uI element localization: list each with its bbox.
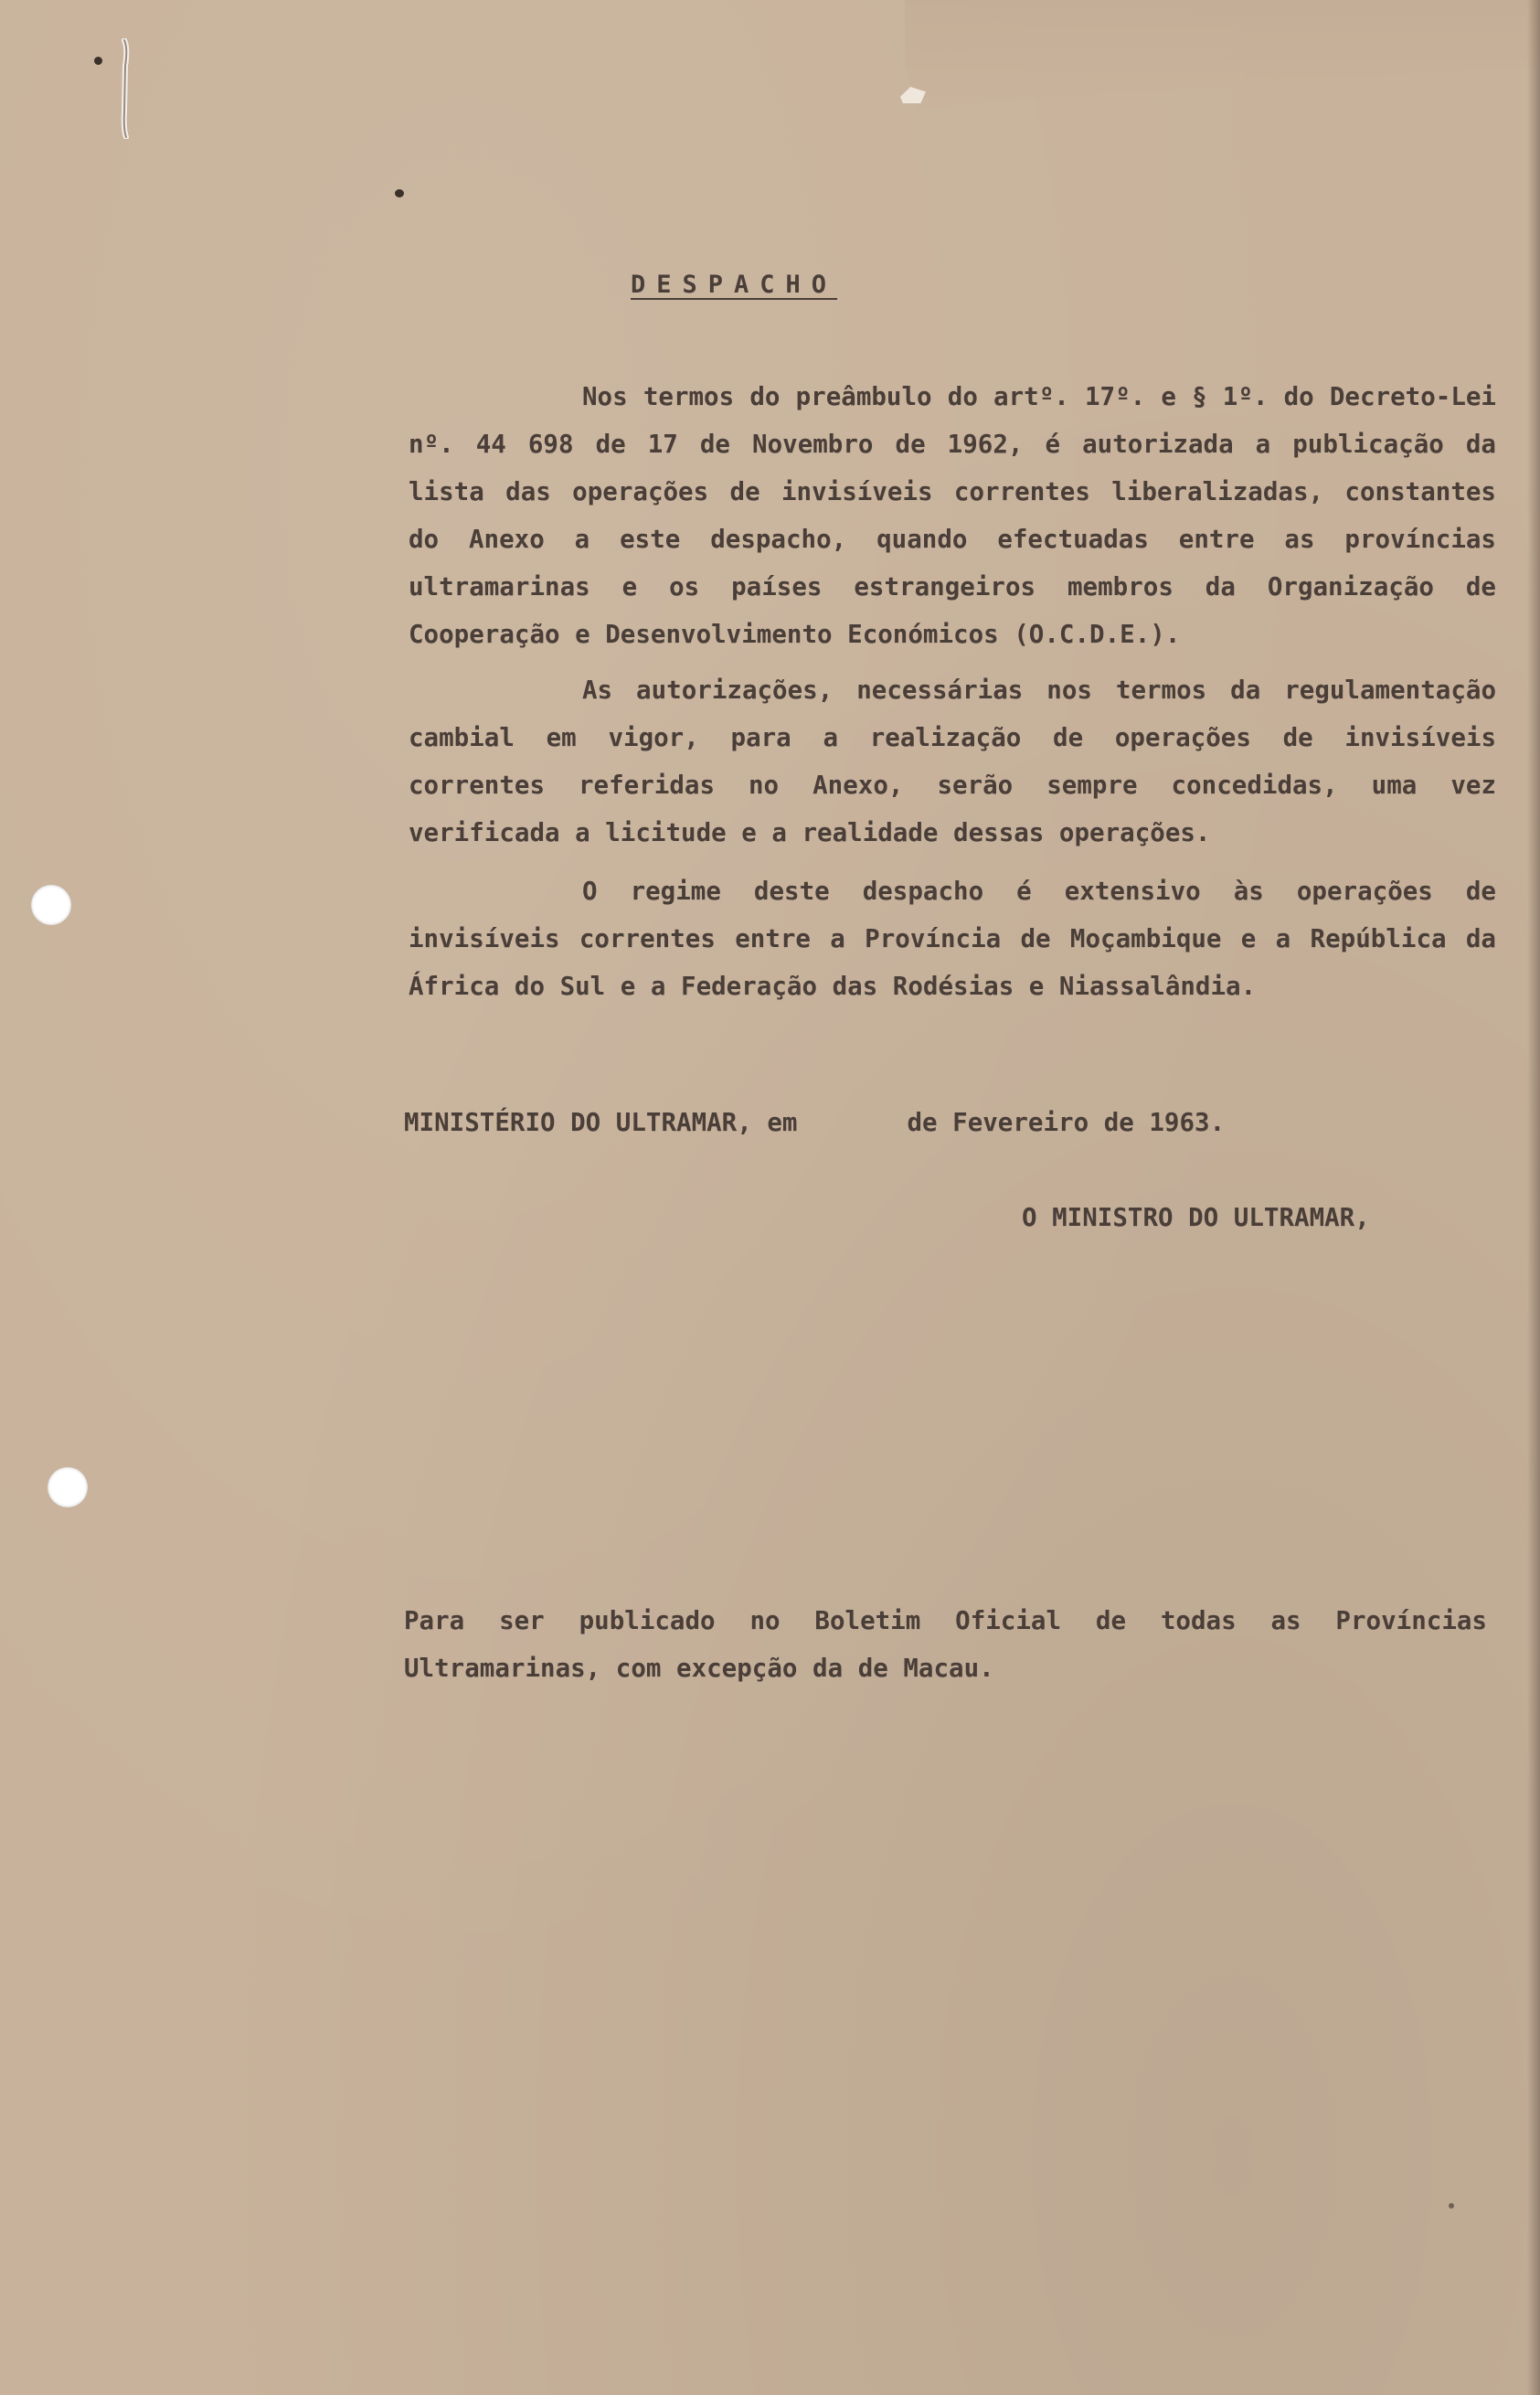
dateline-date: de Fevereiro de 1963. [907, 1108, 1226, 1137]
torn-paper-corner [905, 0, 1540, 110]
paragraph-3: O regime deste despacho é extensivo às operações de invisíveis correntes entre a Província de Moçambique e a República da África do Sul e a Federação das Rodésias e Niassalândia. [409, 877, 1496, 1001]
ink-speck [395, 189, 404, 197]
paragraph-1: Nos termos do preâmbulo do artº. 17º. e § 1º. do Decreto-Lei nº. 44 698 de 17 de Novembro de 1962, é autorizada a publicação da lista das operações de invisíveis correntes liberalizadas, constantes do Anexo a este despacho, quando efectuadas entre as províncias ultramarinas e os países estrangeiros membros da Organização de Cooperação e Desenvolvimento Económicos (O.C.D.E.). [409, 382, 1496, 649]
page-title: DESPACHO [631, 271, 838, 299]
ink-speck [1449, 2203, 1454, 2209]
punch-hole-top [31, 885, 71, 925]
ink-speck [94, 57, 102, 65]
paragraph-2: As autorizações, necessárias nos termos da regulamentação cambial em vigor, para a realização de operações de invisíveis correntes referidas no Anexo, serão sempre concedidas, uma vez verificada a licitude e a realidade dessas operações. [409, 676, 1496, 847]
punch-hole-bottom [48, 1467, 88, 1507]
paper-edge-shadow [1527, 0, 1540, 2395]
dateline [404, 1108, 1225, 1137]
signature-line: O MINISTRO DO ULTRAMAR, [1022, 1203, 1370, 1232]
staple-mark-icon [119, 38, 130, 139]
dateline-place: MINISTÉRIO DO ULTRAMAR, em [404, 1108, 798, 1137]
publication-note: Para ser publicado no Boletim Oficial de todas as Províncias Ultramarinas, com excepção da de Macau. [404, 1606, 1487, 1683]
